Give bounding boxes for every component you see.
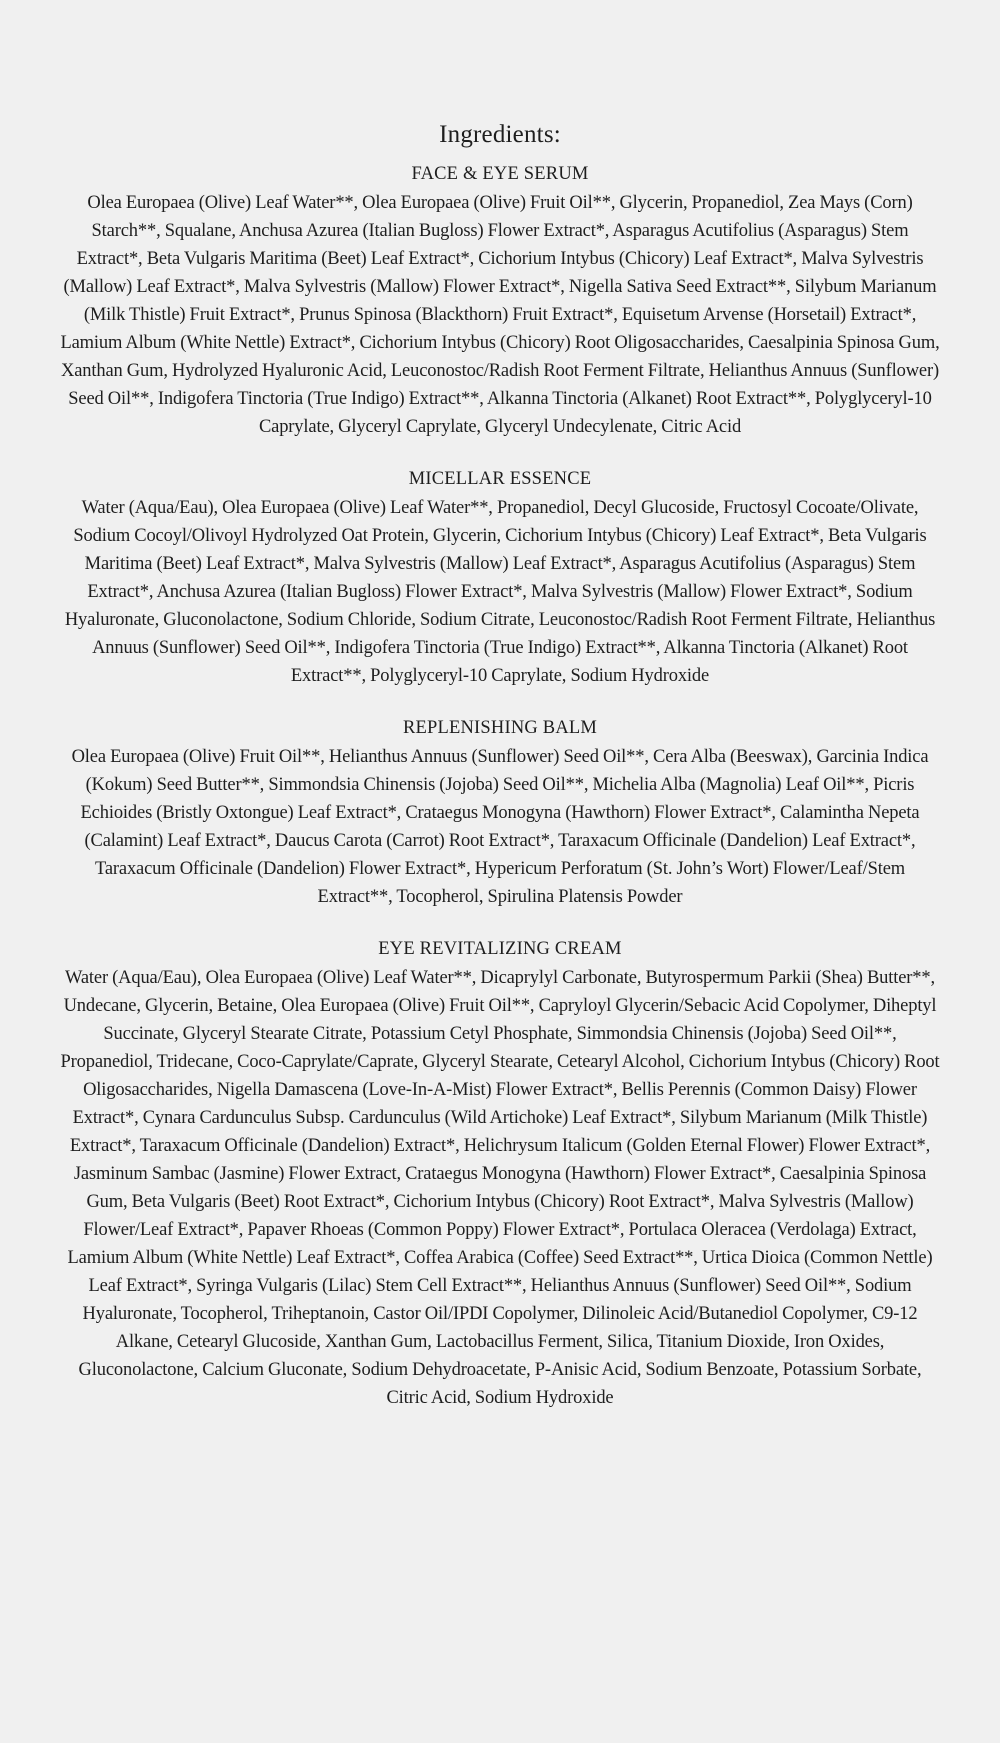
section-eye-revitalizing-cream — [60, 937, 940, 1412]
section-body: Olea Europaea (Olive) Fruit Oil**, Helianthus Annuus (Sunflower) Seed Oil**, Cera Alba (Beeswax), Garcinia Indica (Kokum) Seed Butter**, Simmondsia Chinensis (Jojoba) Seed Oil**, Michelia Alba (Magnolia) Leaf Oil**, Picris Echioides (Bristly Oxtongue) Leaf Extract*, Crataegus Monogyna (Hawthorn) Flower Extract*, Calamintha Nepeta (Calamint) Leaf Extract*, Daucus Carota (Carrot) Root Extract*, Taraxacum Officinale (Dandelion) Leaf Extract*, Taraxacum Officinale (Dandelion) Flower Extract*, Hypericum Perforatum (St. John’s Wort) Flower/Leaf/Stem Extract**, Tocopherol, Spirulina Platensis Powder — [71, 747, 929, 907]
section-body: Water (Aqua/Eau), Olea Europaea (Olive) Leaf Water**, Dicaprylyl Carbonate, Butyrospermum Parkii (Shea) Butter**, Undecane, Glycerin, Betaine, Olea Europaea (Olive) Fruit Oil**, Capryloyl Glycerin/Sebacic Acid Copolymer, Diheptyl Succinate, Glyceryl Stearate Citrate, Potassium Cetyl Phosphate, Simmondsia Chinensis (Jojoba) Seed Oil**, Propanediol, Tridecane, Coco-Caprylate/Caprate, Glyceryl Stearate, Cetearyl Alcohol, Cichorium Intybus (Chicory) Root Oligosaccharides, Nigella Damascena (Love-In-A-Mist) Flower Extract*, Bellis Perennis (Common Daisy) Flower Extract*, Cynara Cardunculus Subsp. Cardunculus (Wild Artichoke) Leaf Extract*, Silybum Marianum (Milk Thistle) Extract*, Taraxacum Officinale (Dandelion) Extract*, Helichrysum Italicum (Golden Eternal Flower) Flower Extract*, Jasminum Sambac (Jasmine) Flower Extract, Crataegus Monogyna (Hawthorn) Flower Extract*, Caesalpinia Spinosa Gum, Beta Vulgaris (Beet) Root Extract*, Cichorium Intybus (Chicory) Root Extract*, Malva Sylvestris (Mallow) Flower/Leaf Extract*, Papaver Rhoeas (Common Poppy) Flower Extract*, Portulaca Oleracea (Verdolaga) Extract, Lamium Album (White Nettle) Leaf Extract*, Coffea Arabica (Coffee) Seed Extract**, Urtica Dioica (Common Nettle) Leaf Extract*, Syringa Vulgaris (Lilac) Stem Cell Extract**, Helianthus Annuus (Sunflower) Seed Oil**, Sodium Hyaluronate, Tocopherol, Triheptanoin, Castor Oil/IPDI Copolymer, Dilinoleic Acid/Butanediol Copolymer, C9-12 Alkane, Cetearyl Glucoside, Xanthan Gum, Lactobacillus Ferment, Silica, Titanium Dioxide, Iron Oxides, Gluconolactone, Calcium Gluconate, Sodium Dehydroacetate, P-Anisic Acid, Sodium Benzoate, Potassium Sorbate, Citric Acid, Sodium Hydroxide — [60, 968, 940, 1408]
section-body: Olea Europaea (Olive) Leaf Water**, Olea Europaea (Olive) Fruit Oil**, Glycerin, Propanediol, Zea Mays (Corn) Starch**, Squalane, Anchusa Azurea (Italian Bugloss) Flower Extract*, Asparagus Acutifolius (Asparagus) Stem Extract*, Beta Vulgaris Maritima (Beet) Leaf Extract*, Cichorium Intybus (Chicory) Leaf Extract*, Malva Sylvestris (Mallow) Leaf Extract*, Malva Sylvestris (Mallow) Flower Extract*, Nigella Sativa Seed Extract**, Silybum Marianum (Milk Thistle) Fruit Extract*, Prunus Spinosa (Blackthorn) Fruit Extract*, Equisetum Arvense (Horsetail) Extract*, Lamium Album (White Nettle) Extract*, Cichorium Intybus (Chicory) Root Oligosaccharides, Caesalpinia Spinosa Gum, Xanthan Gum, Hydrolyzed Hyaluronic Acid, Leuconostoc/Radish Root Ferment Filtrate, Helianthus Annuus (Sunflower) Seed Oil**, Indigofera Tinctoria (True Indigo) Extract**, Alkanna Tinctoria (Alkanet) Root Extract**, Polyglyceryl-10 Caprylate, Glyceryl Caprylate, Glyceryl Undecylenate, Citric Acid — [60, 193, 940, 437]
section-micellar-essence — [60, 467, 940, 690]
section-title: REPLENISHING BALM — [402, 718, 598, 738]
section-replenishing-balm — [60, 716, 940, 911]
page-title: Ingredients: — [439, 121, 561, 148]
section-face-eye-serum — [60, 162, 940, 441]
section-title: MICELLAR ESSENCE — [408, 469, 592, 489]
section-body: Water (Aqua/Eau), Olea Europaea (Olive) Leaf Water**, Propanediol, Decyl Glucoside, Fructosyl Cocoate/Olivate, Sodium Cocoyl/Olivoyl Hydrolyzed Oat Protein, Glycerin, Cichorium Intybus (Chicory) Leaf Extract*, Beta Vulgaris Maritima (Beet) Leaf Extract*, Malva Sylvestris (Mallow) Leaf Extract*, Asparagus Acutifolius (Asparagus) Stem Extract*, Anchusa Azurea (Italian Bugloss) Flower Extract*, Malva Sylvestris (Mallow) Flower Extract*, Sodium Hyaluronate, Gluconolactone, Sodium Chloride, Sodium Citrate, Leuconostoc/Radish Root Ferment Filtrate, Helianthus Annuus (Sunflower) Seed Oil**, Indigofera Tinctoria (True Indigo) Extract**, Alkanna Tinctoria (Alkanet) Root Extract**, Polyglyceryl-10 Caprylate, Sodium Hydroxide — [64, 498, 936, 686]
section-title: EYE REVITALIZING CREAM — [378, 939, 622, 959]
section-title: FACE & EYE SERUM — [411, 164, 589, 184]
